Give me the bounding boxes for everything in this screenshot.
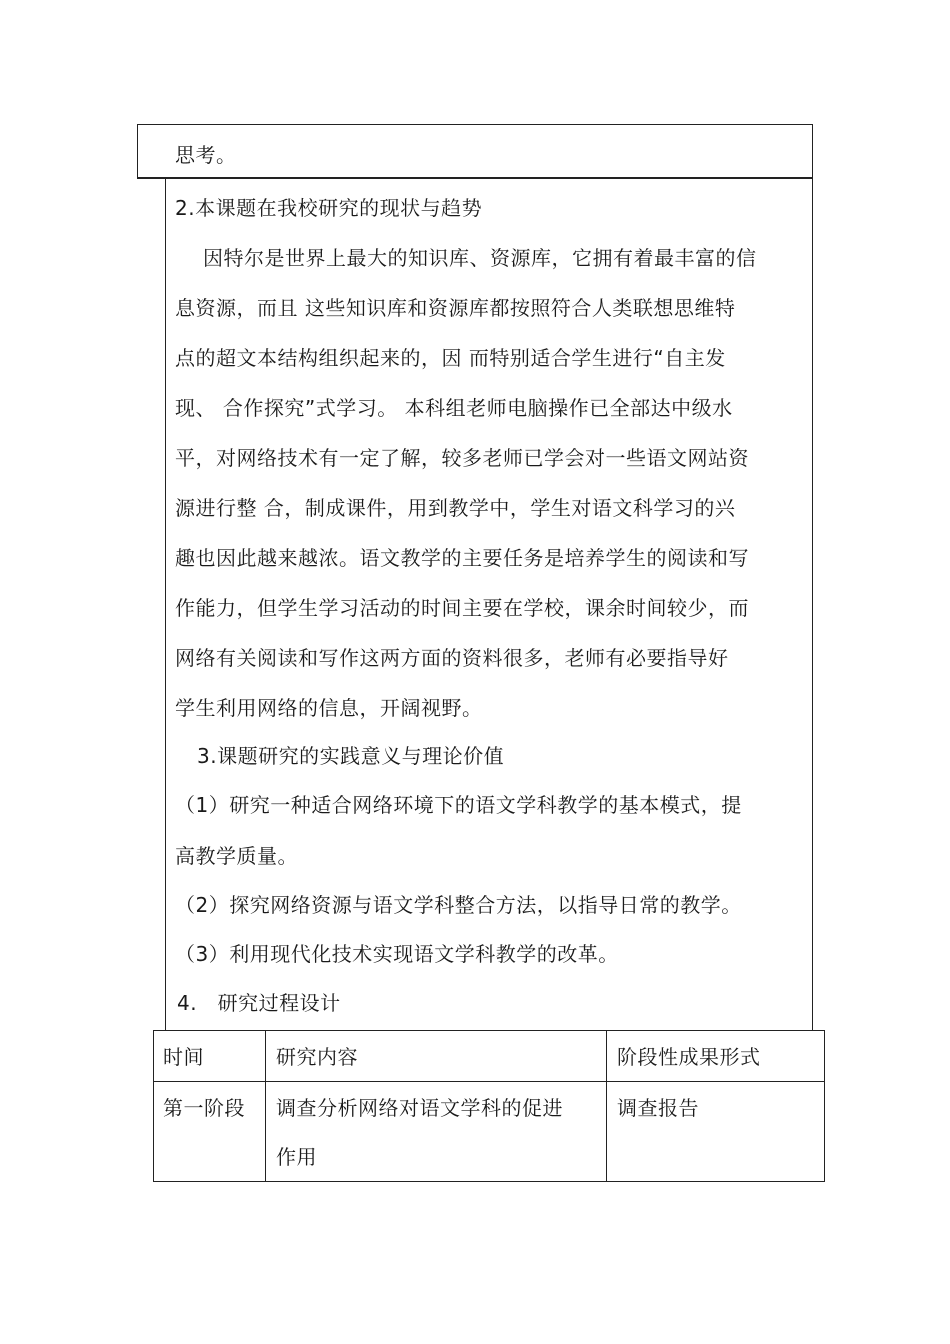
section2-line: 网络有关阅读和写作这两方面的资料很多，老师有必要指导好: [175, 646, 729, 670]
section3-line: （3）利用现代化技术实现语文学科教学的改革。: [175, 942, 619, 966]
section2-line: 源进行整 合，制成课件，用到教学中，学生对语文科学习的兴: [175, 496, 736, 520]
section2-line: 作能力，但学生学习活动的时间主要在学校，课余时间较少，而: [175, 596, 749, 620]
top-cell-text: 思考。: [175, 143, 237, 167]
section3-line: 高教学质量。: [175, 844, 298, 868]
section3-heading: 3.课题研究的实践意义与理论价值: [197, 744, 505, 768]
section2-line: 息资源，而且 这些知识库和资源库都按照符合人类联想思维特: [175, 296, 736, 320]
section2-line: 学生利用网络的信息，开阔视野。: [175, 696, 483, 720]
section4-heading: 4. 研究过程设计: [177, 991, 341, 1015]
table-header-content: 研究内容: [276, 1045, 358, 1069]
section2-line: 现、 合作探究”式学习。 本科组老师电脑操作已全部达中级水: [175, 396, 733, 420]
top-cell: [137, 124, 813, 179]
section2-heading: 2.本课题在我校研究的现状与趋势: [175, 196, 483, 220]
table-cell-result: 调查报告: [617, 1096, 699, 1120]
section2-line: 点的超文本结构组织起来的，因 而特别适合学生进行“自主发: [175, 346, 726, 370]
table-cell-content: 调查分析网络对语文学科的促进: [276, 1096, 563, 1120]
table-cell-time: 第一阶段: [163, 1096, 245, 1120]
section3-line: （2）探究网络资源与语文学科整合方法，以指导日常的教学。: [175, 893, 742, 917]
section2-line: 趣也因此越来越浓。语文教学的主要任务是培养学生的阅读和写: [175, 546, 749, 570]
section2-line: 因特尔是世界上最大的知识库、资源库，它拥有着最丰富的信: [203, 246, 757, 270]
table-header-time: 时间: [163, 1045, 204, 1069]
section3-line: （1）研究一种适合网络环境下的语文学科教学的基本模式，提: [175, 793, 742, 817]
table-cell-content: 作用: [276, 1145, 317, 1169]
table-header-result: 阶段性成果形式: [617, 1045, 761, 1069]
section2-line: 平，对网络技术有一定了解，较多老师已学会对一些语文网站资: [175, 446, 749, 470]
